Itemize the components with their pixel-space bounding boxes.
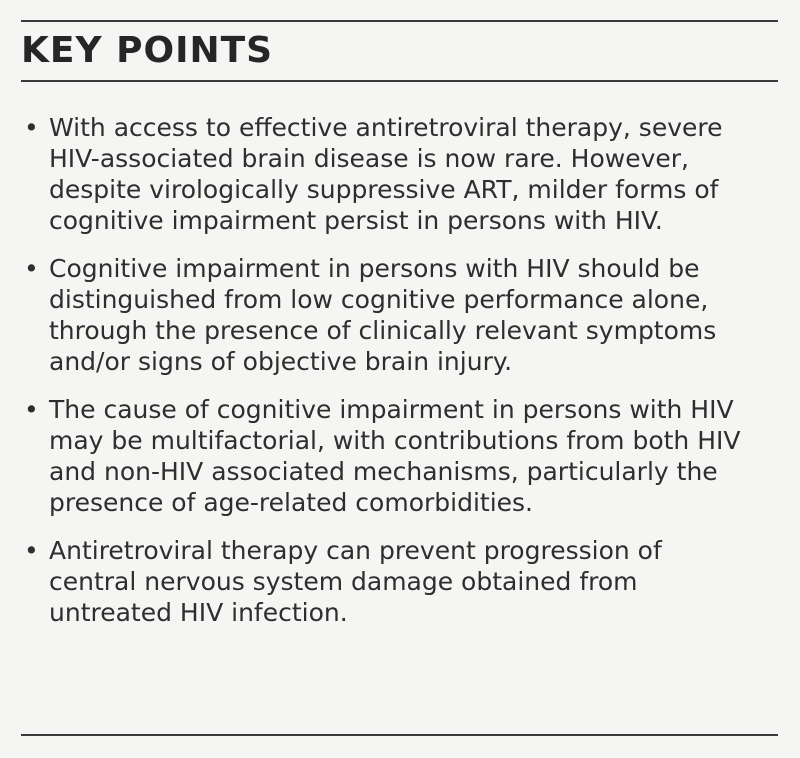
point-line: Antiretroviral therapy can prevent progression of <box>49 536 662 565</box>
point-line: and/or signs of objective brain injury. <box>49 347 513 376</box>
key-point-1 <box>21 112 778 236</box>
top-rule <box>21 20 778 22</box>
point-line: and non-HIV associated mechanisms, particularly the <box>49 457 718 486</box>
bullet-icon: • <box>24 254 39 283</box>
point-line: The cause of cognitive impairment in persons with HIV <box>49 395 734 424</box>
point-line: Cognitive impairment in persons with HIV should be <box>49 254 700 283</box>
point-line: central nervous system damage obtained from <box>49 567 638 596</box>
point-line: presence of age-related comorbidities. <box>49 488 534 517</box>
point-line: cognitive impairment persist in persons with HIV. <box>49 206 663 235</box>
point-line: through the presence of clinically relevant symptoms <box>49 316 717 345</box>
key-point-4 <box>21 535 778 628</box>
point-line: With access to effective antiretroviral therapy, severe <box>49 113 723 142</box>
key-point-2 <box>21 253 778 377</box>
point-line: may be multifactorial, with contributions from both HIV <box>49 426 741 455</box>
point-line: HIV-associated brain disease is now rare. However, <box>49 144 689 173</box>
bullet-icon: • <box>24 536 39 565</box>
key-points-list <box>21 112 778 645</box>
bullet-icon: • <box>24 395 39 424</box>
point-line: despite virologically suppressive ART, milder forms of <box>49 175 719 204</box>
bullet-icon: • <box>24 113 39 142</box>
section-title: KEY POINTS <box>21 30 274 71</box>
point-line: untreated HIV infection. <box>49 598 348 627</box>
key-point-3 <box>21 394 778 518</box>
key-points-box <box>21 0 778 758</box>
point-line: distinguished from low cognitive performance alone, <box>49 285 709 314</box>
bottom-rule <box>21 734 778 736</box>
title-rule <box>21 80 778 82</box>
